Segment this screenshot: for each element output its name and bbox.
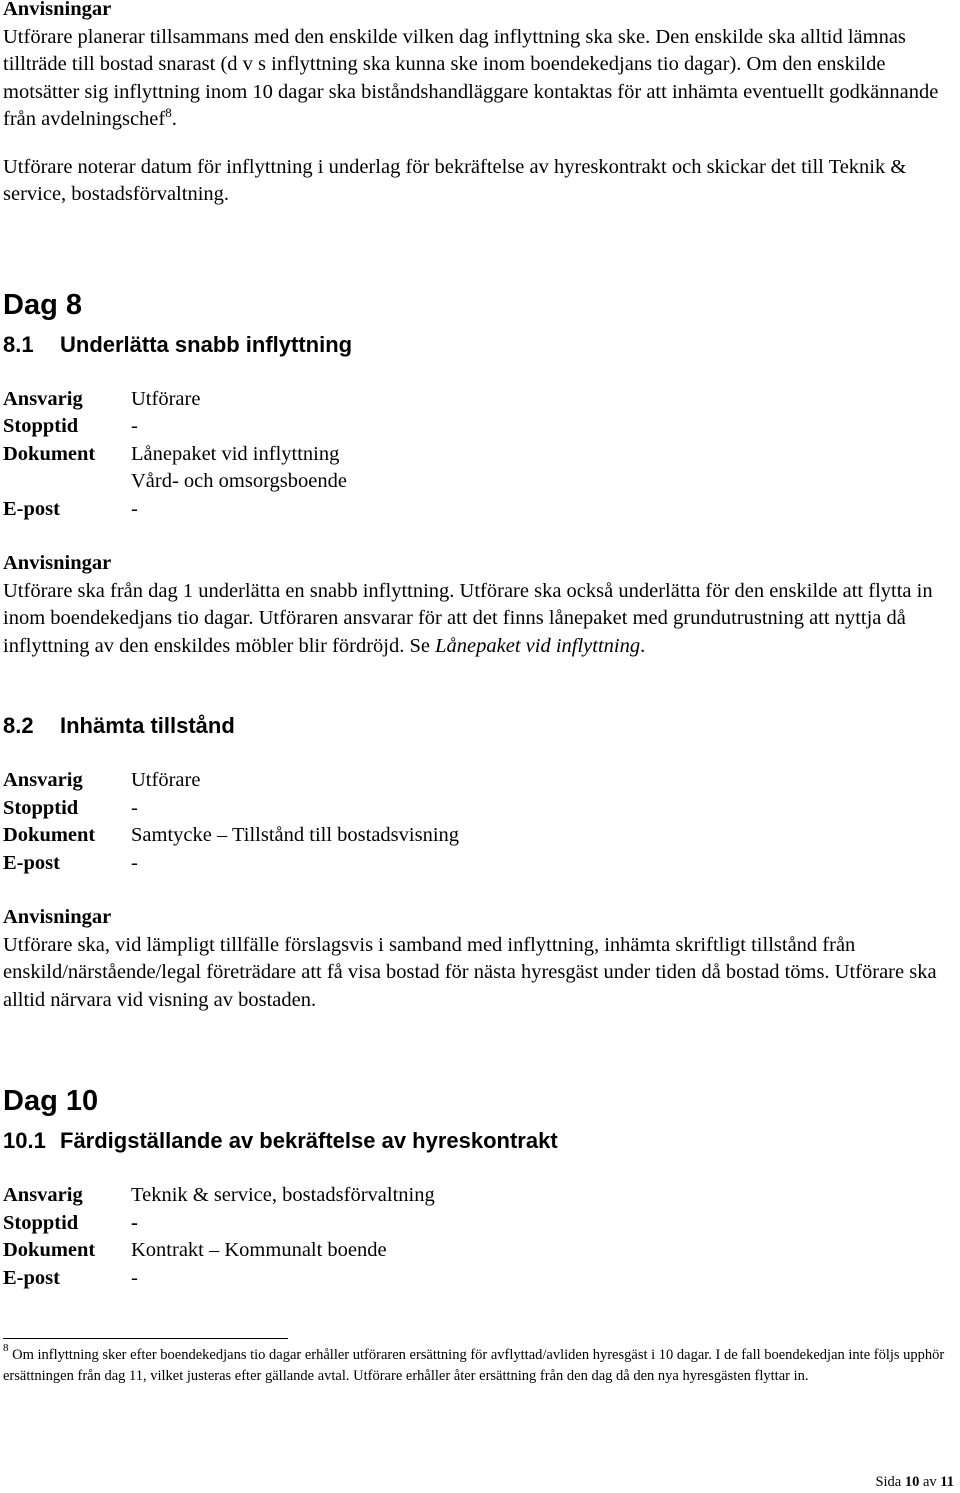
section-8-2-meta: [3, 767, 955, 877]
section-8-1-number: 8.1: [3, 331, 34, 357]
stopptid-label: Stopptid: [3, 796, 79, 819]
dokument-value-1: Lånepaket vid inflyttning: [131, 442, 340, 465]
section-10-1-number: 10.1: [3, 1128, 46, 1153]
intro-paragraph-1-text: Utförare planerar tillsammans med den enskilde vilken dag inflyttning ska ske. Den enskilde ska alltid lämnas tillträde till bostad snarast (d v s inflyttning ska kunna ske inom boendekedjans tio dagar). Om den enskilde motsätter sig inflyttning inom 10 dagar ska biståndshandläggare kontaktas för att inhämta eventuellt godkännande från avdelningschef: [3, 25, 939, 130]
ansvarig-value: Utförare: [131, 769, 201, 791]
section-8-1-anvisningar-text: [3, 578, 955, 661]
stopptid-value: -: [131, 796, 138, 819]
ansvarig-label: Ansvarig: [3, 1184, 83, 1206]
section-8-1-anvisningar-heading: Anvisningar: [3, 552, 112, 574]
day-8-title: Dag 8: [3, 288, 82, 321]
footnote-reference: 8: [165, 105, 172, 121]
ansvarig-label: Ansvarig: [3, 769, 83, 791]
ansvarig-value: Utförare: [131, 387, 201, 410]
epost-label: E-post: [3, 1266, 60, 1289]
stopptid-value: -: [131, 1211, 138, 1234]
dokument-value: Samtycke – Tillstånd till bostadsvisning: [131, 824, 460, 846]
epost-label: E-post: [3, 497, 60, 520]
section-8-1-title: [3, 331, 955, 359]
section-10-1-meta: [3, 1182, 955, 1292]
lanepaket-reference: Lånepaket vid inflyttning: [435, 634, 641, 657]
page-number-middle: av: [922, 1474, 937, 1490]
dokument-label: Dokument: [3, 1239, 96, 1261]
page-number-total: 11: [940, 1474, 954, 1490]
dokument-label: Dokument: [3, 824, 96, 846]
section-8-2-anvisningar-text: Utförare ska, vid lämpligt tillfälle förslagsvis i samband med inflyttning, inhämta skriftligt tillstånd från enskild/närstående/legal företrädare att få visa bostad för nästa hyresgäst under tiden då bostad töms. Utförare ska alltid närvara vid visning av bostaden.: [3, 933, 937, 1011]
section-8-1-anvisningar-end: .: [640, 634, 646, 657]
document-page: [3, 0, 955, 1387]
footnote-text: Om inflyttning sker efter boendekedjans tio dagar erhåller utföraren ersättning för avflyttad/avliden hyresgäst i 10 dagar. I de fall boendekedjan inte följs upphör ersättningen från dag 11, vilket justeras efter gällande avtal. Utförare erhåller åter ersättning från den dag då den nya hyresgästen flyttar in.: [3, 1347, 945, 1384]
intro-paragraph-1-end: .: [171, 108, 177, 130]
section-8-2-anvisningar-heading: Anvisningar: [3, 906, 112, 928]
section-8-2-title-text: Inhämta tillstånd: [60, 713, 235, 738]
dokument-label: Dokument: [3, 442, 96, 465]
epost-value: -: [131, 1266, 138, 1289]
stopptid-value: -: [131, 415, 138, 437]
section-8-2-number: 8.2: [3, 713, 34, 738]
intro-paragraph-2: Utförare noterar datum för inflyttning i underlag för bekräftelse av hyreskontrakt och skickar det till Teknik & service, bostadsförvaltning.: [3, 155, 907, 205]
section-8-2-title: [3, 712, 955, 740]
epost-label: E-post: [3, 851, 60, 874]
ansvarig-value: Teknik & service, bostadsförvaltning: [131, 1184, 435, 1206]
intro-paragraph-1: [3, 24, 955, 134]
section-10-1-title-text: Färdigställande av bekräftelse av hyreskontrakt: [60, 1128, 558, 1153]
section-10-1-title: [3, 1127, 955, 1155]
dokument-value: Kontrakt – Kommunalt boende: [131, 1239, 387, 1261]
ansvarig-label: Ansvarig: [3, 387, 83, 410]
footnote-separator: [3, 1338, 288, 1339]
section-8-1-anvisningar-body: Utförare ska från dag 1 underlätta en snabb inflyttning. Utförare ska också underlätta för den enskilde att flytta in inom boendekedjans tio dagar. Utföraren ansvarar för att det finns lånepaket med grundutrustning att nyttja då inflyttning av den enskildes möbler blir fördröjd. Se: [3, 579, 933, 657]
epost-value: -: [131, 497, 138, 520]
section-8-1-title-text: Underlätta snabb inflyttning: [60, 331, 353, 357]
footnote-number: 8: [3, 1342, 9, 1355]
intro-heading: Anvisningar: [3, 0, 112, 20]
day-10-title: Dag 10: [3, 1085, 99, 1117]
footnote: [3, 1342, 955, 1387]
stopptid-label: Stopptid: [3, 1211, 79, 1234]
page-number-current: 10: [904, 1474, 920, 1490]
page-number-prefix: Sida: [875, 1474, 902, 1490]
epost-value: -: [131, 851, 138, 874]
section-8-1-meta: [3, 386, 955, 524]
stopptid-label: Stopptid: [3, 415, 79, 437]
dokument-value-2: Vård- och omsorgsboende: [131, 470, 347, 492]
page-number: [875, 1474, 954, 1491]
